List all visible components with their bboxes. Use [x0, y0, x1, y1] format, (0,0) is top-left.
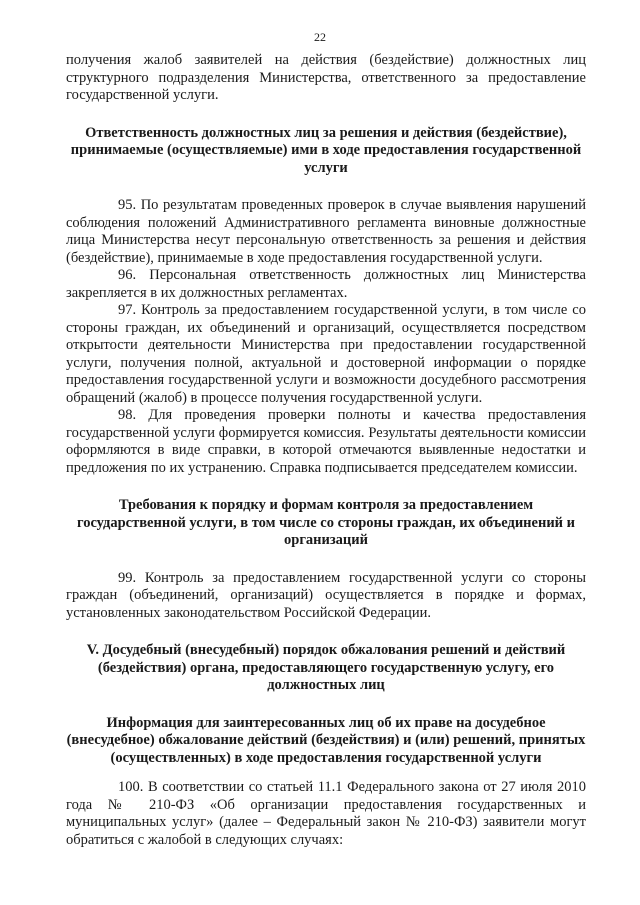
intro-paragraph: получения жалоб заявителей на действия (бездействие) должностных лиц структурного подразделения Министерства, ответственного за предоставление государственной услуги.: [66, 52, 586, 103]
appeal-info-heading: Информация для заинтересованных лиц об их праве на досудебное (внесудебное) обжалование действий (бездействия) и (или) решений, принятых (осуществленных) в ходе предоставления государственной услуги: [66, 714, 586, 766]
page-number: 22: [314, 30, 326, 44]
paragraph-98: 98. Для проведения проверки полноты и качества предоставления государственной услуги формируется комиссия. Результаты деятельности комиссии оформляются в виде справки, в которой отмечаются выявленные недостатки и предложения по их устранению. Справка подписывается председателем комиссии.: [66, 407, 586, 476]
paragraph-100: 100. В соответствии со статьей 11.1 Федерального закона от 27 июля 2010 года № 210-ФЗ «Об организации предоставления государственных и муниципальных услуг» (далее – Федеральный закон № 210-ФЗ) заявители могут обратиться с жалобой в следующих случаях:: [66, 779, 586, 848]
paragraph-95: 95. По результатам проведенных проверок в случае выявления нарушений соблюдения положений Административного регламента виновные должностные лица Министерства несут персональную ответственность за решения и действия (бездействие), принимаемые в ходе предоставления государственной услуги.: [66, 197, 586, 266]
paragraph-97: 97. Контроль за предоставлением государственной услуги, в том числе со стороны граждан, их объединений и организаций, осуществляется посредством открытости деятельности Министерства при предоставлении государственной услуги, получения полной, актуальной и достоверной информации о порядке предоставления государственной услуги и возможности досудебного рассмотрения обращений (жалоб) в процессе получения государственной услуги.: [66, 302, 586, 406]
requirements-heading: Требования к порядку и формам контроля за предоставлением государственной услуги, в том числе со стороны граждан, их объединений и организаций: [76, 497, 576, 548]
page-content: [66, 52, 586, 849]
section-v-heading: V. Досудебный (внесудебный) порядок обжалования решений и действий (бездействия) органа, предоставляющего государственную услугу, его должностных лиц: [86, 642, 566, 693]
paragraph-99: 99. Контроль за предоставлением государственной услуги со стороны граждан (объединений, организаций) осуществляется в порядке и формах, установленных законодательством Российской Федерации.: [66, 569, 586, 621]
responsibility-heading: Ответственность должностных лиц за решения и действия (бездействие), принимаемые (осуществляемые) ими в ходе предоставления государственной услуги: [70, 124, 582, 176]
paragraph-96: 96. Персональная ответственность должностных лиц Министерства закрепляется в их должностных регламентах.: [66, 267, 586, 301]
